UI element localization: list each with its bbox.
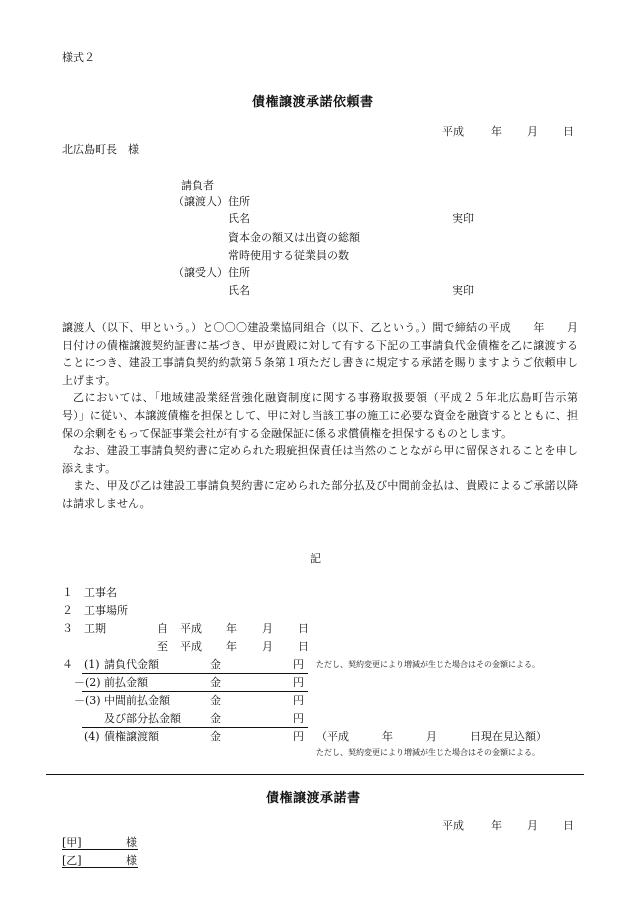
transferor-label: （譲渡人） (173, 195, 228, 208)
transferor-seal: 実印 (452, 212, 474, 225)
form-label: 様式２ (62, 51, 95, 64)
capital-label: 資本金の額又は出資の総額 (228, 231, 360, 244)
contractor-label: 請負者 (181, 179, 214, 192)
paragraph-2: 乙においては、「地域建設業経営強化融資制度に関する事務取扱要領（平成２５年北広島町告示第 号）」に従い、本譲渡債権を担保として、甲に対し当該工事の施工に必要な資金を融資するとともに、担保の余剰をもって保証事業会社が有する金融保証に係る求償債権を担保するものとします。 (62, 391, 589, 440)
transferee-address-label: 住所 (228, 266, 250, 279)
addressee: 北広島町長 様 (62, 143, 139, 156)
paragraph-4: また、甲及び乙は建設工事請負契約書に定められた部分払及び中間前金払は、貴殿によるご承諾以降は請求しません。 (62, 479, 578, 510)
section-divider (46, 774, 584, 775)
paragraph-1: 譲渡人（以下、甲という。）と〇〇〇建設業協同組合（以下、乙という。）間で締結の平成 年 月 日付けの債権譲渡契約証書に基づき、甲が貴殿に対して有する下記の工事請負代金債権を乙に譲渡することにつき、建設工事請負契約約款第５条第１項ただし書きに規定する承諾を賜りますようご依頼申し上げます。 (62, 321, 600, 387)
transferor-address-label: 住所 (228, 195, 250, 208)
approval-title: 債権譲渡承諾書 (266, 791, 361, 806)
transferee-seal: 実印 (452, 284, 474, 297)
request-title: 債権譲渡承諾依頼書 (252, 95, 374, 110)
transferor-name-label: 氏名 (228, 212, 250, 225)
transferee-name-label: 氏名 (228, 284, 250, 297)
request-body (62, 319, 600, 513)
paragraph-3: なお、建設工事請負契約書に定められた瑕疵担保責任は当然のことながら甲に留保されることを申し添えます。 (62, 444, 578, 475)
ki-label: 記 (310, 552, 321, 565)
transferee-label: （譲受人） (173, 266, 228, 279)
employees-label: 常時使用する従業員の数 (228, 249, 349, 262)
